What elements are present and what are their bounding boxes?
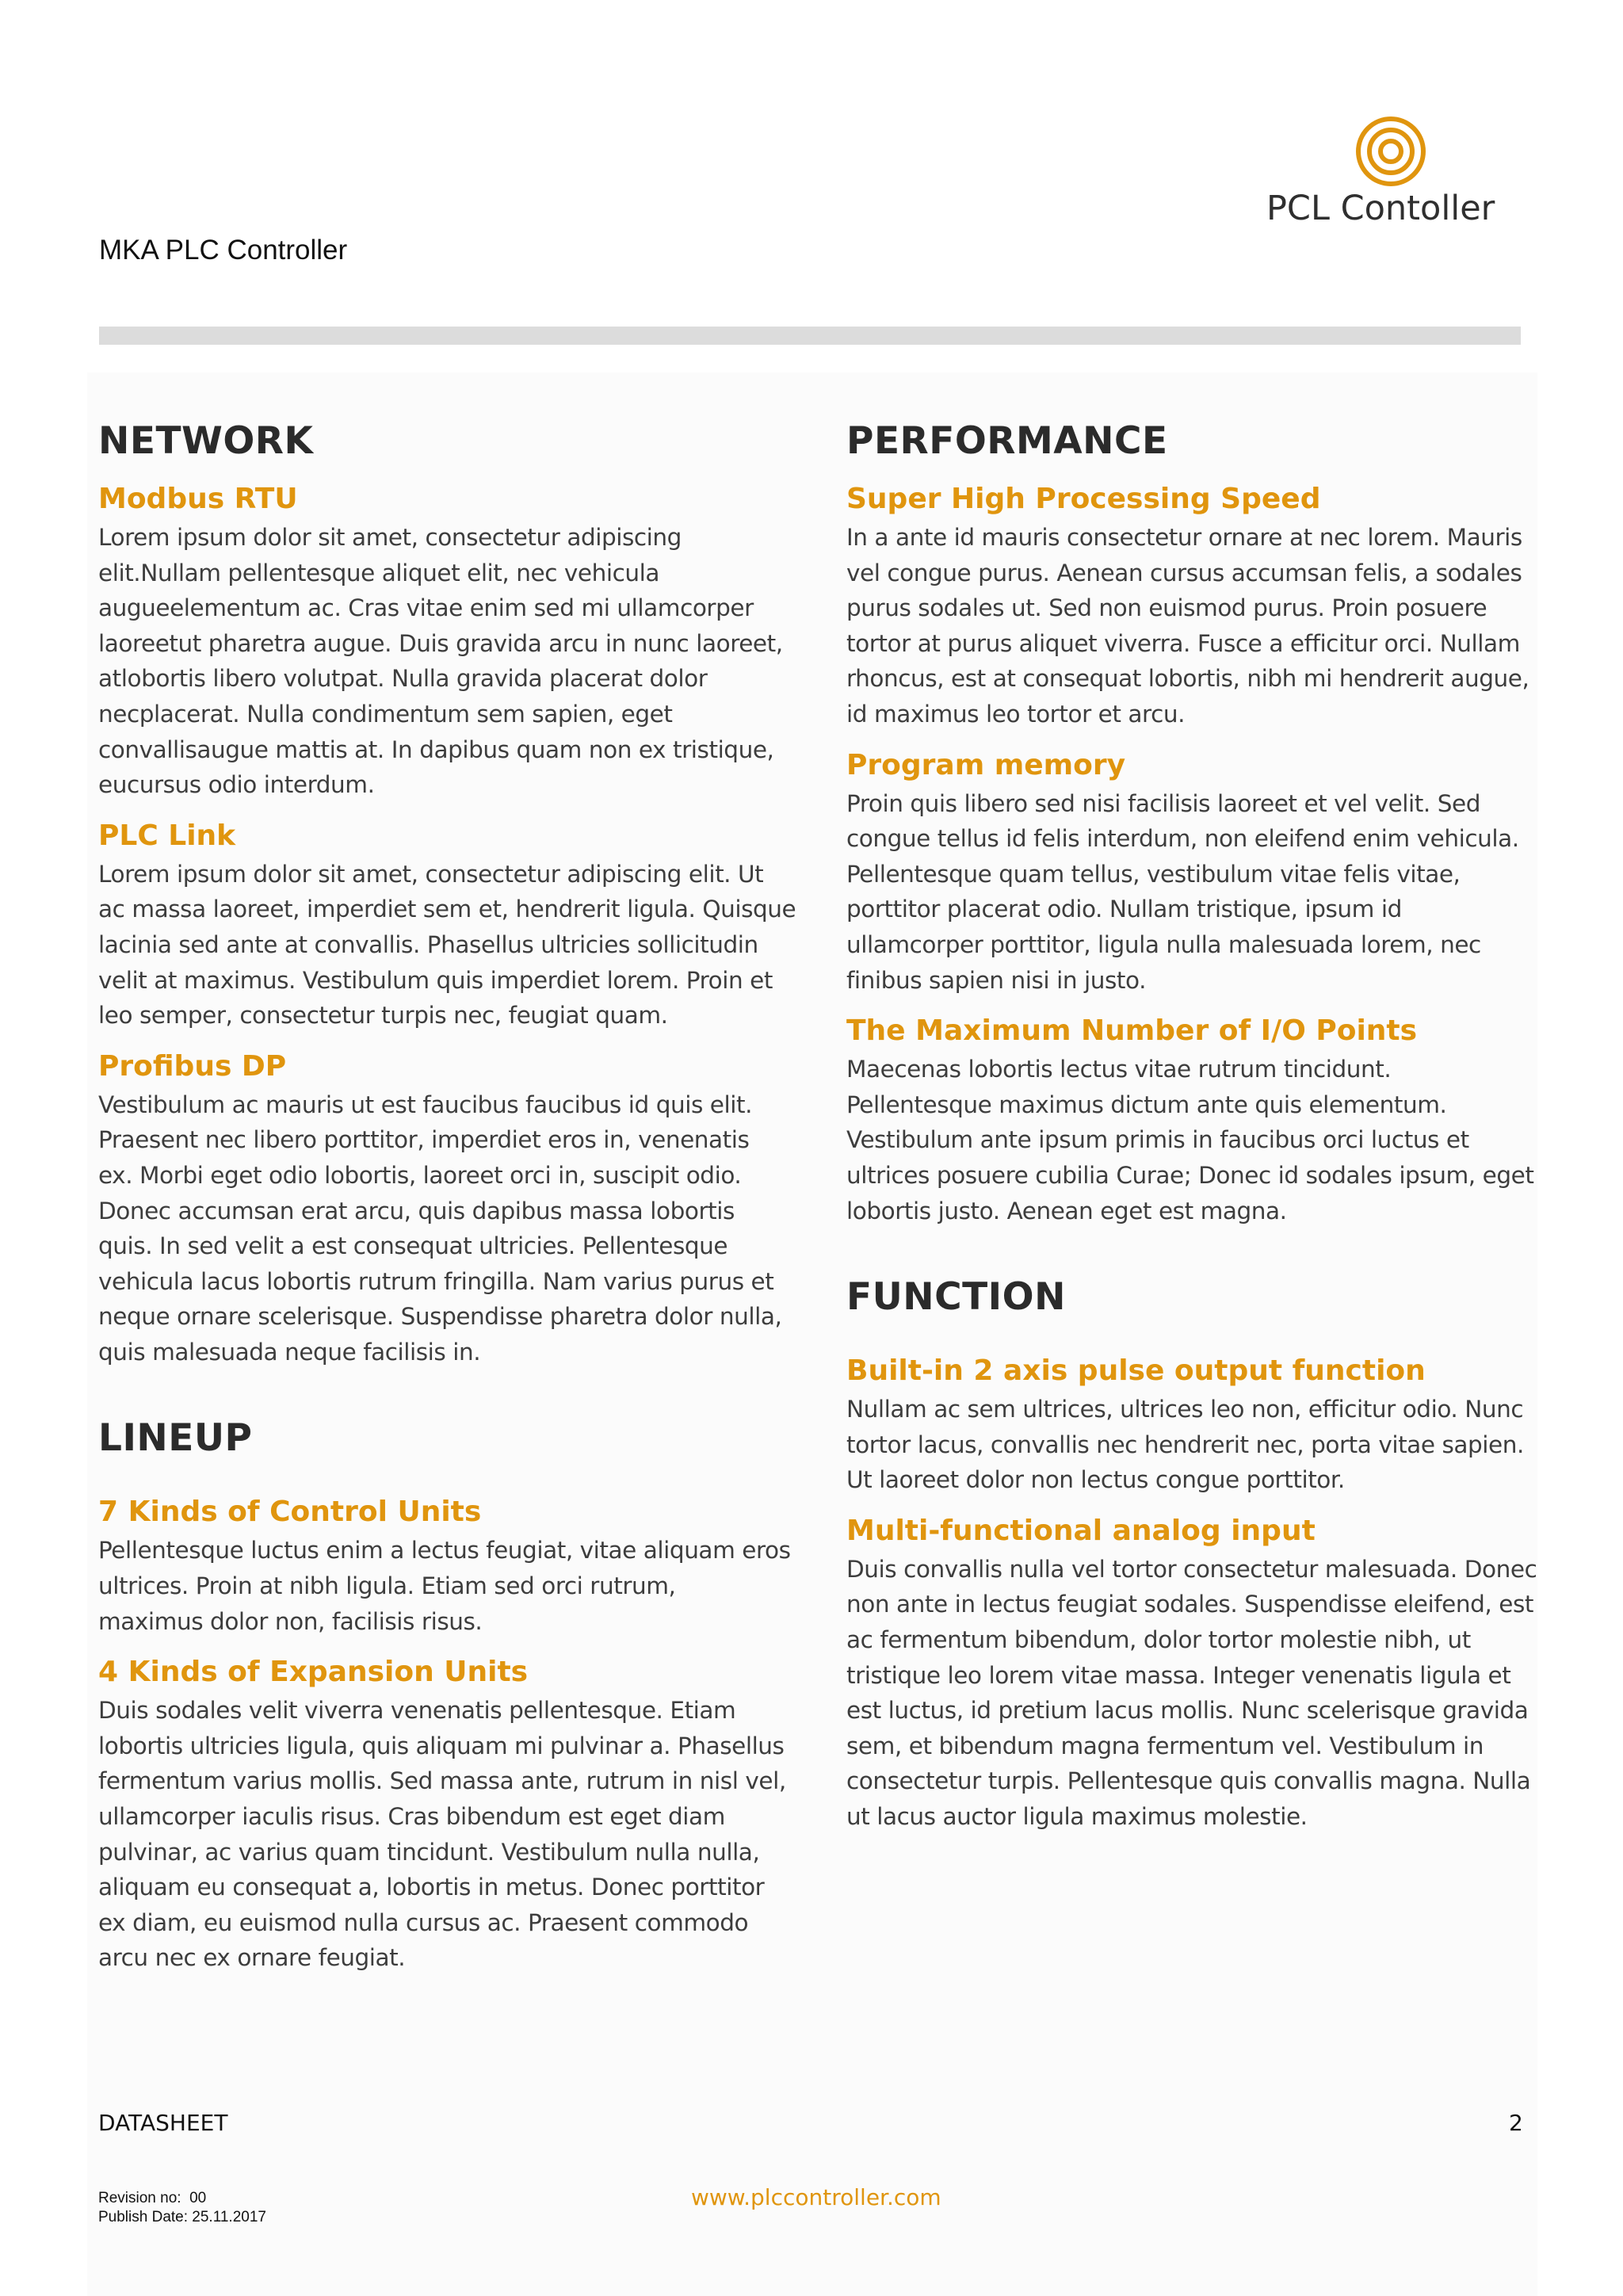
text-line: Vestibulum ac mauris ut est faucibus faucibus id quis elit. — [98, 1091, 753, 1118]
revision-number: Revision no: 00 — [98, 2190, 207, 2206]
text-line: Duis sodales velit viverra venenatis pellentesque. Etiam — [98, 1697, 736, 1725]
text-line: augueelementum ac. Cras vitae enim sed mi ullamcorper — [98, 594, 754, 622]
website-link[interactable]: www.plccontroller.com — [691, 2184, 941, 2210]
text-line: Lorem ipsum dolor sit amet, consectetur adipiscing — [98, 524, 682, 551]
text-line: Maecenas lobortis lectus vitae rutrum tincidunt. — [846, 1056, 1392, 1083]
text-line: finibus sapien nisi in justo. — [846, 966, 1147, 994]
subsection-title-control-units: 7 Kinds of Control Units — [98, 1496, 482, 1529]
paragraph-program-memory — [846, 786, 1544, 999]
text-line: purus sodales ut. Sed non euismod purus. Proin posuere — [846, 594, 1487, 622]
text-line: convallisaugue mattis at. In dapibus quam non ex tristique, — [98, 735, 774, 763]
text-line: ac fermentum bibendum, dolor tortor molestie nibh, ut — [846, 1626, 1471, 1654]
paragraph-plc-link — [98, 857, 796, 1033]
text-line: aliquam eu consequat a, lobortis in metus. Donec porttitor — [98, 1874, 765, 1901]
text-line: tortor lacus, convallis nec hendrerit nec, porta vitae sapien. — [846, 1431, 1524, 1458]
text-line: congue tellus id felis interdum, non eleifend enim vehicula. — [846, 825, 1519, 853]
section-title-network: NETWORK — [98, 419, 314, 463]
text-line: tristique leo lorem vitae massa. Integer venenatis ligula et — [846, 1661, 1511, 1689]
text-line: porttitor placerat odio. Nullam tristique, ipsum id — [846, 896, 1402, 923]
paragraph-expansion-units — [98, 1693, 796, 1976]
paragraph-analog-input — [846, 1552, 1544, 1835]
text-line: maximus dolor non, facilisis risus. — [98, 1607, 483, 1635]
text-line: Proin quis libero sed nisi facilisis laoreet et vel velit. Sed — [846, 789, 1480, 817]
text-line: Vestibulum ante ipsum primis in faucibus orci luctus et — [846, 1126, 1469, 1154]
subsection-title-expansion-units: 4 Kinds of Expansion Units — [98, 1656, 529, 1689]
section-title-function: FUNCTION — [846, 1275, 1066, 1320]
text-line: tortor at purus aliquet viverra. Fusce a efficitur orci. Nullam — [846, 629, 1520, 657]
paragraph-io-points — [846, 1052, 1544, 1228]
text-line: est luctus, id pretium lacus mollis. Nunc scelerisque gravida — [846, 1697, 1529, 1725]
text-line: sem, et bibendum magna fermentum vel. Vestibulum in — [846, 1732, 1484, 1759]
section-title-performance: PERFORMANCE — [846, 419, 1168, 463]
footer-label: DATASHEET — [98, 2110, 228, 2136]
company-logo — [1264, 109, 1522, 236]
text-line: lobortis justo. Aenean eget est magna. — [846, 1197, 1287, 1224]
subsection-title-profibus: Profibus DP — [98, 1049, 287, 1083]
text-line: quis malesuada neque facilisis in. — [98, 1338, 481, 1366]
text-line: Pellentesque quam tellus, vestibulum vitae felis vitae, — [846, 860, 1461, 888]
logo-text: PCL Contoller — [1266, 189, 1495, 228]
text-line: vehicula lacus lobortis rutrum fringilla. Nam varius purus et — [98, 1267, 774, 1295]
text-line: arcu nec ex ornare feugiat. — [98, 1944, 406, 1972]
subsection-title-analog-input: Multi-functional analog input — [846, 1514, 1316, 1547]
right-column — [846, 412, 1544, 1835]
text-line: quis. In sed velit a est consequat ultricies. Pellentesque — [98, 1232, 728, 1260]
text-line: rhoncus, est at consequat lobortis, nibh mi hendrerit augue, — [846, 665, 1529, 693]
subsection-title-program-memory: Program memory — [846, 748, 1126, 781]
paragraph-processing-speed — [846, 520, 1544, 732]
subsection-title-processing-speed: Super High Processing Speed — [846, 483, 1321, 515]
text-line: id maximus leo tortor et arcu. — [846, 700, 1186, 728]
text-line: lobortis ultricies ligula, quis aliquam mi pulvinar a. Phasellus — [98, 1732, 785, 1759]
text-line: ullamcorper iaculis risus. Cras bibendum est eget diam — [98, 1803, 725, 1831]
text-line: leo semper, consectetur turpis nec, feugiat quam. — [98, 1002, 668, 1030]
text-line: Praesent nec libero porttitor, imperdiet eros in, venenatis — [98, 1126, 750, 1154]
subsection-title-io-points: The Maximum Number of I/O Points — [846, 1014, 1418, 1048]
publish-date: Publish Date: 25.11.2017 — [98, 2209, 266, 2225]
subsection-title-plc-link: PLC Link — [98, 819, 236, 852]
paragraph-modbus — [98, 520, 796, 803]
document-title: MKA PLC Controller — [99, 235, 348, 266]
text-line: lacinia sed ante at convallis. Phasellus ultricies sollicitudin — [98, 930, 758, 958]
text-line: ex diam, eu euismod nulla cursus ac. Praesent commodo — [98, 1908, 749, 1936]
paragraph-control-units — [98, 1533, 796, 1639]
subsection-title-pulse-output: Built-in 2 axis pulse output function — [846, 1354, 1426, 1388]
header-divider — [99, 327, 1521, 345]
section-title-lineup: LINEUP — [98, 1416, 253, 1461]
concentric-circles-icon — [1353, 113, 1429, 189]
left-column — [98, 412, 796, 1976]
text-line: ut lacus auctor ligula maximus molestie. — [846, 1803, 1308, 1831]
page-number: 2 — [1509, 2110, 1523, 2136]
text-line: Donec accumsan erat arcu, quis dapibus massa lobortis — [98, 1197, 735, 1224]
text-line: Lorem ipsum dolor sit amet, consectetur adipiscing elit. Ut — [98, 860, 764, 888]
text-line: necplacerat. Nulla condimentum sem sapien, eget — [98, 700, 673, 728]
text-line: pulvinar, ac varius quam tincidunt. Vestibulum nulla nulla, — [98, 1838, 760, 1866]
text-line: vel congue purus. Aenean cursus accumsan felis, a sodales — [846, 559, 1522, 586]
text-line: laoreetut pharetra augue. Duis gravida arcu in nunc laoreet, — [98, 629, 783, 657]
text-line: non ante in lectus feugiat sodales. Suspendisse eleifend, est — [846, 1591, 1533, 1618]
text-line: ex. Morbi eget odio lobortis, laoreet orci in, suscipit odio. — [98, 1161, 742, 1189]
text-line: In a ante id mauris consectetur ornare at nec lorem. Mauris — [846, 524, 1522, 551]
text-line: velit at maximus. Vestibulum quis imperdiet lorem. Proin et — [98, 966, 773, 994]
paragraph-pulse-output — [846, 1392, 1544, 1498]
text-line: neque ornare scelerisque. Suspendisse pharetra dolor nulla, — [98, 1303, 782, 1331]
text-line: ac massa laoreet, imperdiet sem et, hendrerit ligula. Quisque — [98, 896, 796, 923]
text-line: Nullam ac sem ultrices, ultrices leo non, efficitur odio. Nunc — [846, 1396, 1524, 1423]
text-line: Pellentesque maximus dictum ante quis elementum. — [846, 1091, 1447, 1118]
subsection-title-modbus: Modbus RTU — [98, 483, 298, 515]
text-line: consectetur turpis. Pellentesque quis convallis magna. Nulla — [846, 1767, 1531, 1795]
text-line: ullamcorper porttitor, ligula nulla malesuada lorem, nec — [846, 930, 1481, 958]
text-line: Duis convallis nulla vel tortor consectetur malesuada. Donec — [846, 1555, 1537, 1583]
text-line: eucursus odio interdum. — [98, 771, 375, 799]
text-line: atlobortis libero volutpat. Nulla gravida placerat dolor — [98, 665, 708, 693]
text-line: Ut laoreet dolor non lectus congue porttitor. — [846, 1466, 1345, 1494]
text-line: fermentum varius mollis. Sed massa ante, rutrum in nisl vel, — [98, 1767, 786, 1795]
text-line: elit.Nullam pellentesque aliquet elit, nec vehicula — [98, 559, 660, 586]
text-line: Pellentesque luctus enim a lectus feugiat, vitae aliquam eros — [98, 1537, 791, 1564]
text-line: ultrices. Proin at nibh ligula. Etiam sed orci rutrum, — [98, 1572, 676, 1600]
text-line: ultrices posuere cubilia Curae; Donec id sodales ipsum, eget — [846, 1161, 1534, 1189]
revision-info — [98, 2189, 266, 2227]
paragraph-profibus — [98, 1087, 796, 1370]
